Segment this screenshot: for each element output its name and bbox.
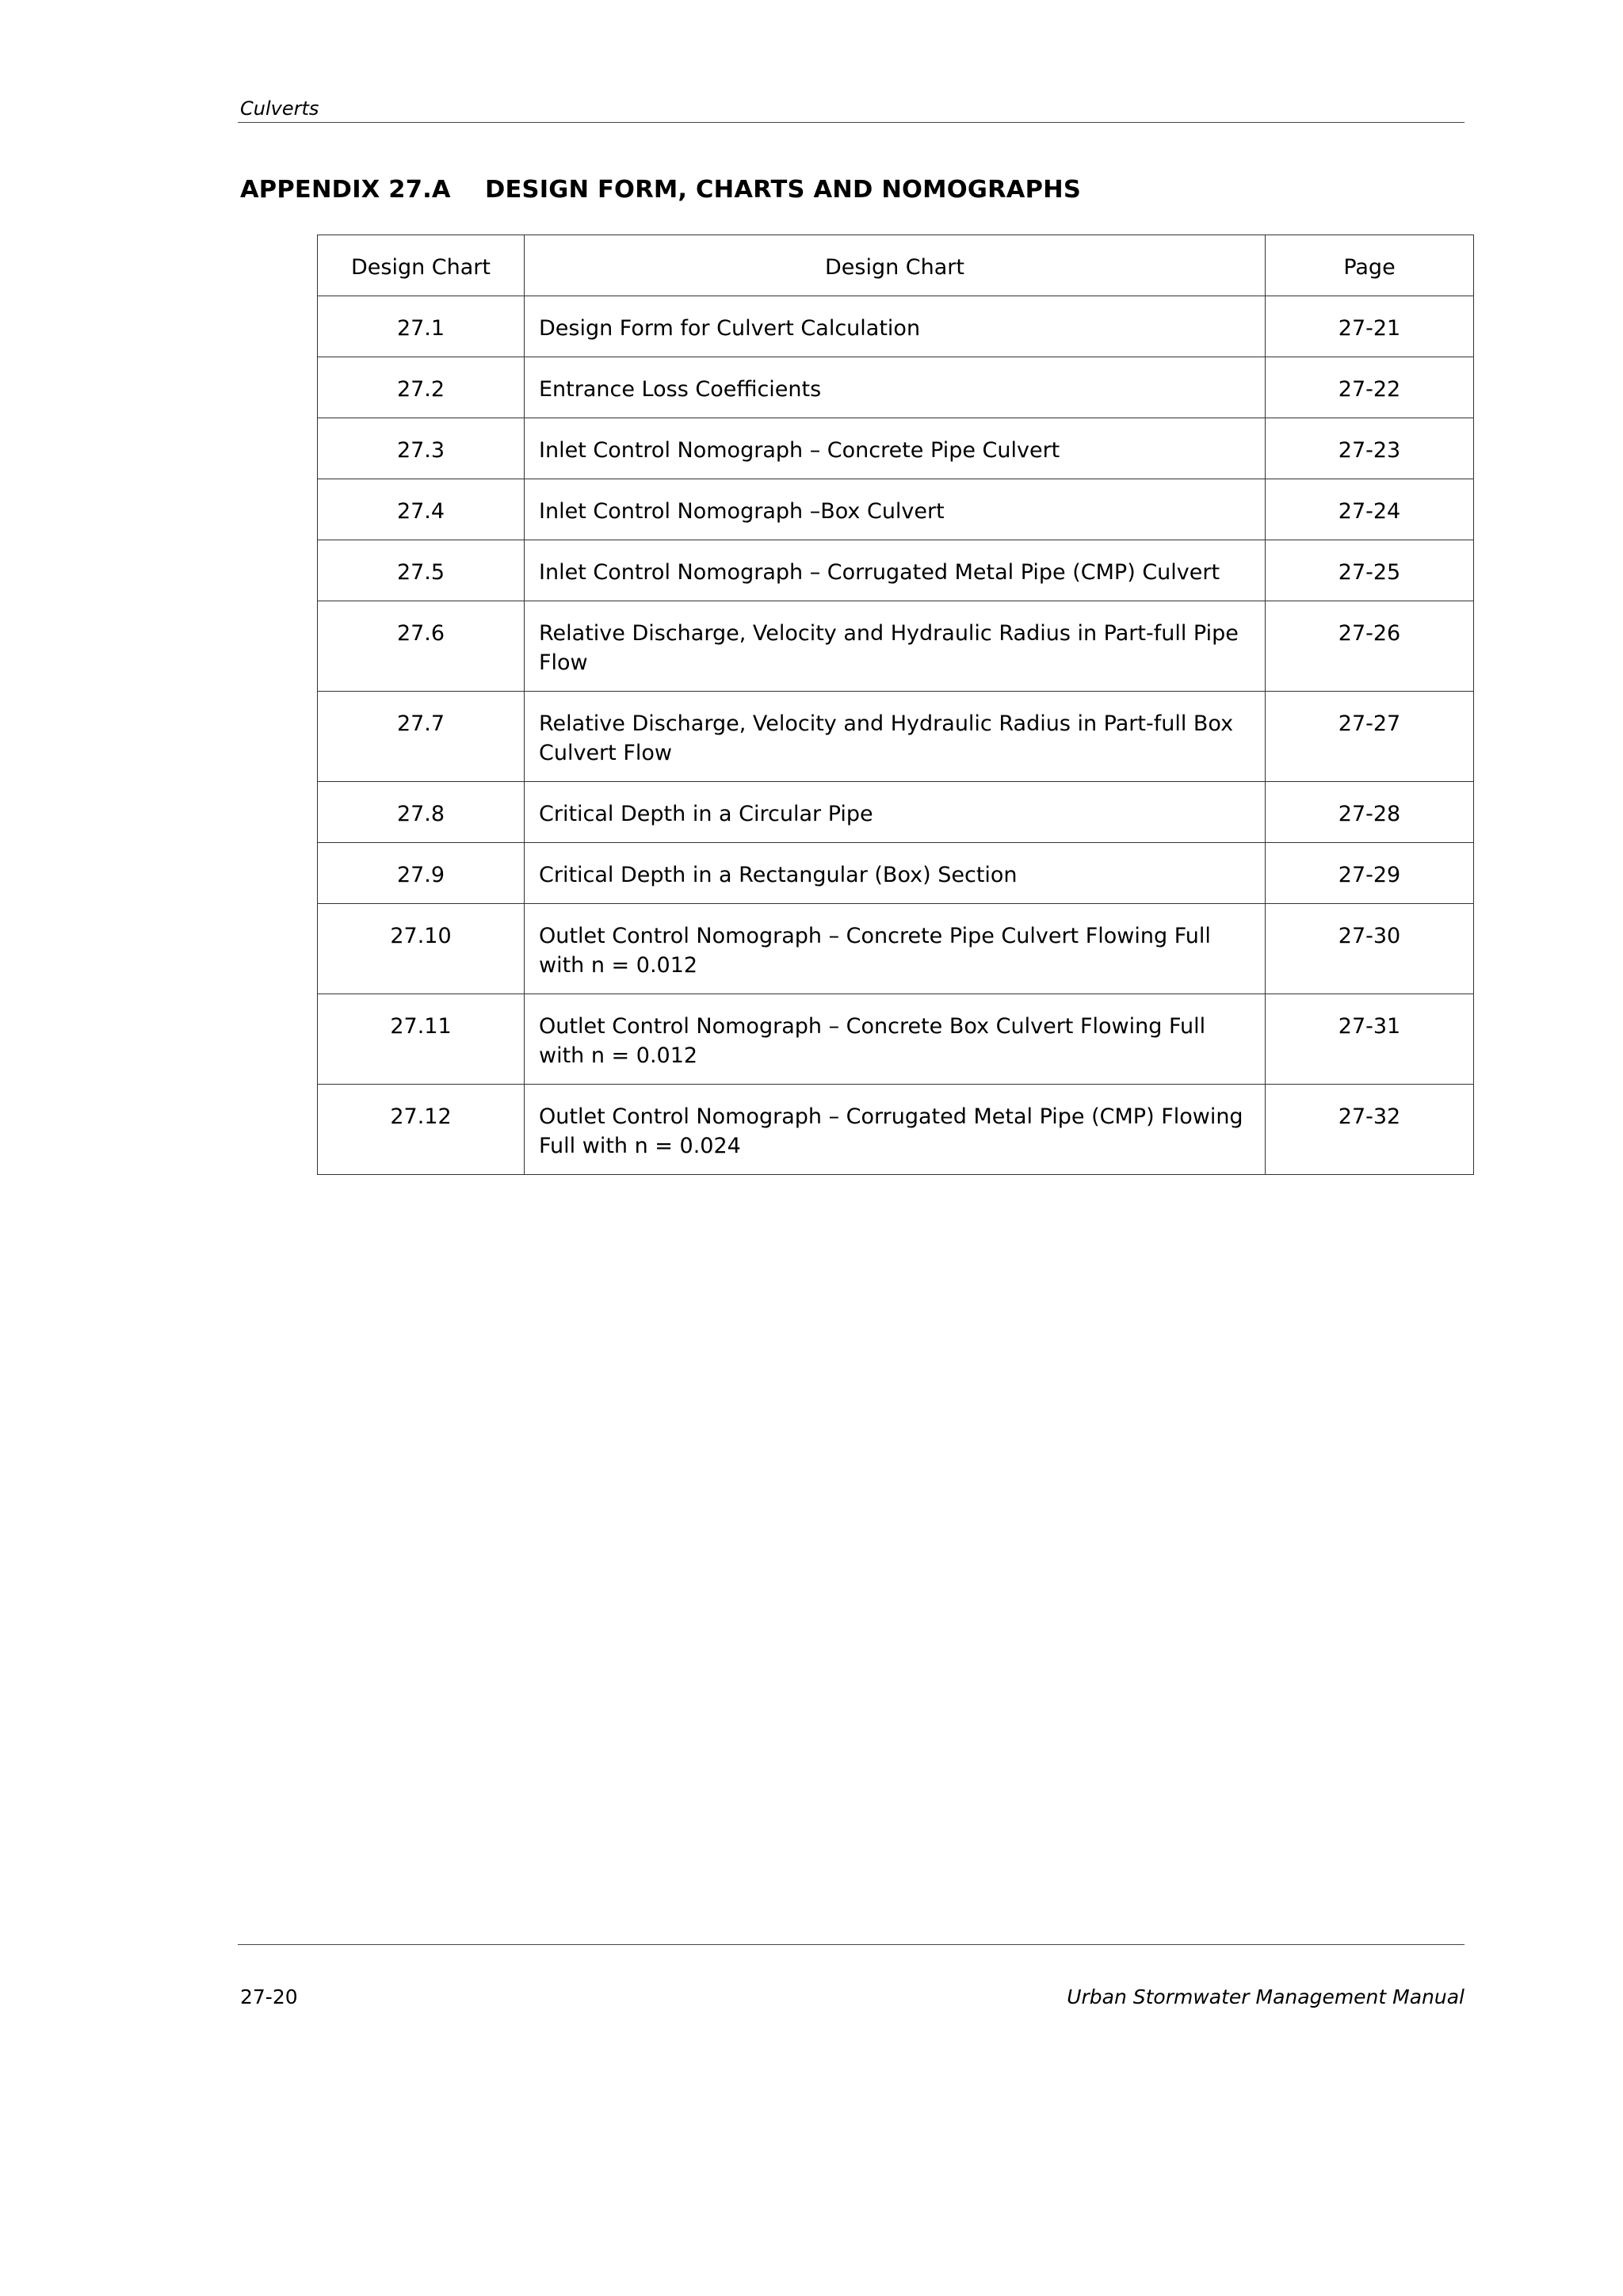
running-header-title: Culverts: [240, 97, 319, 120]
column-header-chart-number: Design Chart: [318, 235, 525, 296]
chart-number-cell: 27.11: [318, 994, 525, 1085]
table-row: [318, 994, 1474, 1085]
chart-number-cell: 27.8: [318, 782, 525, 843]
page-cell: 27-27: [1266, 692, 1474, 782]
table-row: [318, 601, 1474, 692]
page-cell: 27-22: [1266, 357, 1474, 418]
appendix-heading: APPENDIX 27.A DESIGN FORM, CHARTS AND NOMOGRAPHS: [240, 176, 1082, 204]
table-row: [318, 843, 1474, 904]
table-row: [318, 1085, 1474, 1175]
chart-number-cell: 27.3: [318, 418, 525, 479]
table-row: [318, 692, 1474, 782]
chart-title-cell: Outlet Control Nomograph – Concrete Pipe Culvert Flowing Full with n = 0.012: [525, 904, 1266, 994]
chart-title-cell: Inlet Control Nomograph – Concrete Pipe Culvert: [525, 418, 1266, 479]
chart-number-cell: 27.6: [318, 601, 525, 692]
table-row: [318, 296, 1474, 357]
table-row: [318, 904, 1474, 994]
table-row: [318, 479, 1474, 540]
chart-title-cell: Relative Discharge, Velocity and Hydraulic Radius in Part-full Pipe Flow: [525, 601, 1266, 692]
chart-number-cell: 27.10: [318, 904, 525, 994]
chart-title-cell: Design Form for Culvert Calculation: [525, 296, 1266, 357]
page-cell: 27-30: [1266, 904, 1474, 994]
table-row: [318, 357, 1474, 418]
chart-number-cell: 27.9: [318, 843, 525, 904]
design-chart-table: [317, 235, 1474, 1175]
header-rule: [238, 122, 1465, 123]
chart-title-cell: Entrance Loss Coefficients: [525, 357, 1266, 418]
chart-title-cell: Relative Discharge, Velocity and Hydraulic Radius in Part-full Box Culvert Flow: [525, 692, 1266, 782]
chart-number-cell: 27.12: [318, 1085, 525, 1175]
page-cell: 27-24: [1266, 479, 1474, 540]
table-body: [318, 296, 1474, 1175]
chart-title-cell: Inlet Control Nomograph –Box Culvert: [525, 479, 1266, 540]
page-cell: 27-32: [1266, 1085, 1474, 1175]
table-row: [318, 782, 1474, 843]
page-cell: 27-23: [1266, 418, 1474, 479]
page-cell: 27-31: [1266, 994, 1474, 1085]
page-number: 27-20: [240, 1985, 298, 2008]
table-row: [318, 540, 1474, 601]
chart-number-cell: 27.1: [318, 296, 525, 357]
chart-title-cell: Inlet Control Nomograph – Corrugated Metal Pipe (CMP) Culvert: [525, 540, 1266, 601]
footer-rule: [238, 1944, 1465, 1945]
table-header: [318, 235, 1474, 296]
chart-title-cell: Outlet Control Nomograph – Corrugated Metal Pipe (CMP) Flowing Full with n = 0.024: [525, 1085, 1266, 1175]
chart-number-cell: 27.4: [318, 479, 525, 540]
table-header-row: [318, 235, 1474, 296]
table-row: [318, 418, 1474, 479]
page-cell: 27-26: [1266, 601, 1474, 692]
chart-title-cell: Critical Depth in a Rectangular (Box) Section: [525, 843, 1266, 904]
manual-title: Urban Stormwater Management Manual: [1067, 1985, 1465, 2008]
chart-number-cell: 27.2: [318, 357, 525, 418]
chart-title-cell: Critical Depth in a Circular Pipe: [525, 782, 1266, 843]
column-header-page: Page: [1266, 235, 1474, 296]
page-cell: 27-25: [1266, 540, 1474, 601]
page-cell: 27-29: [1266, 843, 1474, 904]
chart-number-cell: 27.7: [318, 692, 525, 782]
page-cell: 27-21: [1266, 296, 1474, 357]
column-header-chart-title: Design Chart: [525, 235, 1266, 296]
chart-number-cell: 27.5: [318, 540, 525, 601]
page-cell: 27-28: [1266, 782, 1474, 843]
chart-title-cell: Outlet Control Nomograph – Concrete Box Culvert Flowing Full with n = 0.012: [525, 994, 1266, 1085]
